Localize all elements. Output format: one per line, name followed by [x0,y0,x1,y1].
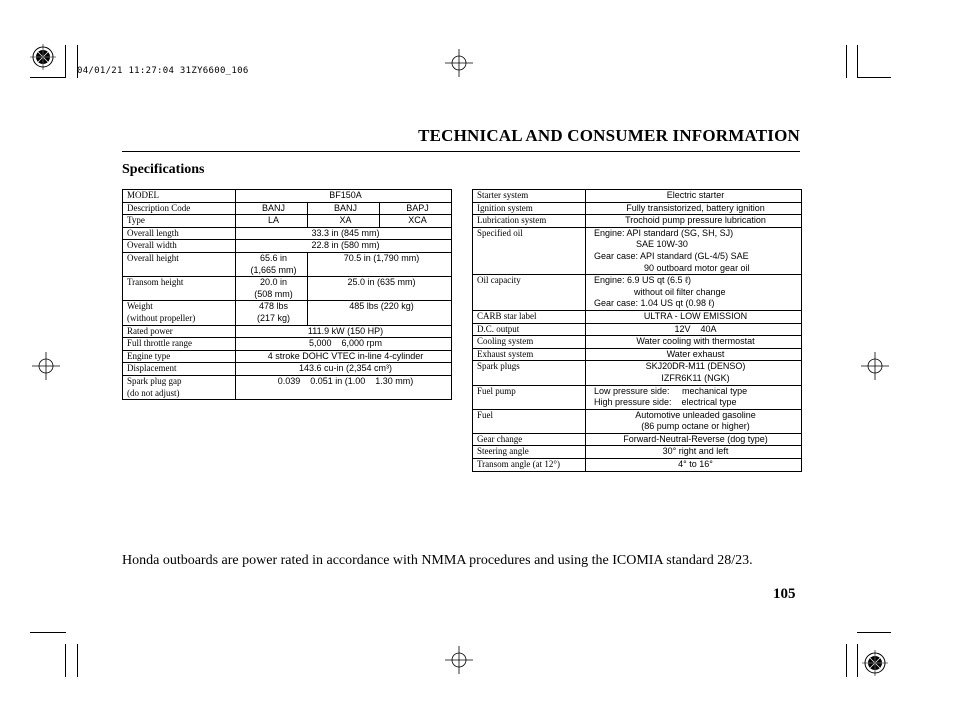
label-line: (do not adjust) [127,387,180,398]
crosshair-icon [445,49,473,77]
row-value: 4° to 16° [586,459,802,472]
table-row [473,336,802,349]
row-value: Water exhaust [586,348,802,361]
value-line: (508 mm) [254,288,293,299]
table-row [473,190,802,203]
crop-mark [857,632,891,633]
row-label [123,375,236,399]
footnote: Honda outboards are power rated in accordance with NMMA procedures and using the ICOMIA standard 28/23. [122,553,753,568]
row-value [586,409,802,433]
value-line: Engine: API standard (SG, SH, SJ) [594,227,734,238]
table-row [123,202,452,215]
value-line: 90 outboard motor gear oil [644,262,750,273]
table-row [473,275,802,311]
table-row [473,215,802,228]
row-value: 111.9 kW (150 HP) [236,325,452,338]
table-row [123,277,452,301]
crosshair-icon [445,646,473,674]
row-value: 5,000 6,000 rpm [236,338,452,351]
row-value: 25.0 in (635 mm) [308,277,452,301]
row-label: Gear change [473,433,586,446]
table-row [473,202,802,215]
value-line: 478 lbs [258,301,289,312]
row-value: Trochoid pump pressure lubrication [586,215,802,228]
value-line: 65.6 in [259,252,288,263]
row-label: Starter system [473,190,586,203]
row-label: Lubrication system [473,215,586,228]
row-value [586,227,802,274]
table-row [123,363,452,376]
value-line: Engine: 6.9 US qt (6.5 ℓ) [594,275,691,286]
crop-mark [846,644,847,677]
crosshair-icon [861,352,889,380]
spec-table-left [122,189,452,400]
value-line: Gear case: API standard (GL-4/5) SAE [594,250,749,261]
value-line: Gear case: 1.04 US qt (0.98 ℓ) [594,298,715,309]
table-row [473,227,802,274]
table-row [473,361,802,385]
table-row [473,385,802,409]
row-value: 0.039 0.051 in (1.00 1.30 mm) [236,375,452,399]
value-line: (1,665 mm) [250,264,297,275]
table-row [123,240,452,253]
row-value [586,361,802,385]
crop-mark [857,644,858,677]
crop-mark [65,45,66,78]
value-line: SAE 10W-30 [636,239,688,250]
row-label: Steering angle [473,446,586,459]
page-number: 105 [773,586,796,602]
table-row [473,446,802,459]
print-stamp: 04/01/21 11:27:04 31ZY6600_106 [77,66,249,76]
row-value: 70.5 in (1,790 mm) [308,252,452,276]
crop-mark [857,77,891,78]
table-row [473,433,802,446]
row-value: XCA [380,215,452,228]
row-value: 12V 40A [586,323,802,336]
row-label: Engine type [123,350,236,363]
row-label: Rated power [123,325,236,338]
row-label: Specified oil [473,227,586,274]
crop-mark [846,45,847,78]
table-row [473,323,802,336]
row-label: Oil capacity [473,275,586,311]
label-line: Spark plug gap [127,375,182,386]
crop-mark [30,632,66,633]
row-value: XA [308,215,380,228]
table-row [123,227,452,240]
table-row [123,301,452,325]
value-line: IZFR6K11 (NGK) [661,372,730,383]
table-row [123,215,452,228]
table-row [473,310,802,323]
row-value [236,277,308,301]
table-row [123,338,452,351]
row-value [586,275,802,311]
spec-table-right [472,189,802,472]
row-label: Type [123,215,236,228]
row-value: 485 lbs (220 kg) [308,301,452,325]
row-value: ULTRA - LOW EMISSION [586,310,802,323]
row-label: Overall height [123,252,236,276]
row-label: Transom angle (at 12°) [473,459,586,472]
row-value: BF150A [236,190,452,203]
row-value: Forward-Neutral-Reverse (dog type) [586,433,802,446]
value-line: (86 pump octane or higher) [641,421,750,432]
crop-mark [857,45,858,78]
row-value: BANJ [236,202,308,215]
row-value [236,252,308,276]
row-label: Full throttle range [123,338,236,351]
registration-target-icon [862,650,888,676]
row-value: Fully transistorized, battery ignition [586,202,802,215]
row-label: Fuel [473,409,586,433]
row-label: Overall width [123,240,236,253]
row-label [123,301,236,325]
row-value: BAPJ [380,202,452,215]
table-row [473,348,802,361]
value-line: 20.0 in [259,277,288,288]
value-line: Automotive unleaded gasoline [635,409,756,420]
row-value: Water cooling with thermostat [586,336,802,349]
row-value: BANJ [308,202,380,215]
crop-mark [65,644,66,677]
table-row [473,459,802,472]
table-row [123,252,452,276]
table-row [123,375,452,399]
crosshair-icon [32,352,60,380]
row-label: Cooling system [473,336,586,349]
row-label: Overall length [123,227,236,240]
page-title: TECHNICAL AND CONSUMER INFORMATION [418,126,800,145]
value-line: SKJ20DR-M11 (DENSO) [645,361,746,372]
row-value [586,385,802,409]
row-value [236,301,308,325]
table-row [473,409,802,433]
crop-mark [30,77,66,78]
row-value: 22.8 in (580 mm) [236,240,452,253]
row-label: Spark plugs [473,361,586,385]
section-title: Specifications [122,162,205,177]
row-value: 4 stroke DOHC VTEC in-line 4-cylinder [236,350,452,363]
row-label: D.C. output [473,323,586,336]
row-label: Description Code [123,202,236,215]
table-row [123,190,452,203]
row-label: MODEL [123,190,236,203]
row-label: Transom height [123,277,236,301]
label-line: Weight [127,301,153,312]
value-line: without oil filter change [634,286,726,297]
registration-target-icon [30,44,56,70]
title-rule [122,151,800,152]
row-label: Fuel pump [473,385,586,409]
row-label: CARB star label [473,310,586,323]
value-line: Low pressure side: mechanical type [594,385,748,396]
table-row [123,350,452,363]
value-line: (217 kg) [256,312,291,323]
crop-mark [77,644,78,677]
row-value: LA [236,215,308,228]
value-line: High pressure side: electrical type [594,397,737,408]
label-line: (without propeller) [127,312,196,323]
row-label: Exhaust system [473,348,586,361]
row-label: Displacement [123,363,236,376]
row-value: 30° right and left [586,446,802,459]
row-value: Electric starter [586,190,802,203]
table-row [123,325,452,338]
row-value: 143.6 cu-in (2,354 cm³) [236,363,452,376]
row-label: Ignition system [473,202,586,215]
row-value: 33.3 in (845 mm) [236,227,452,240]
